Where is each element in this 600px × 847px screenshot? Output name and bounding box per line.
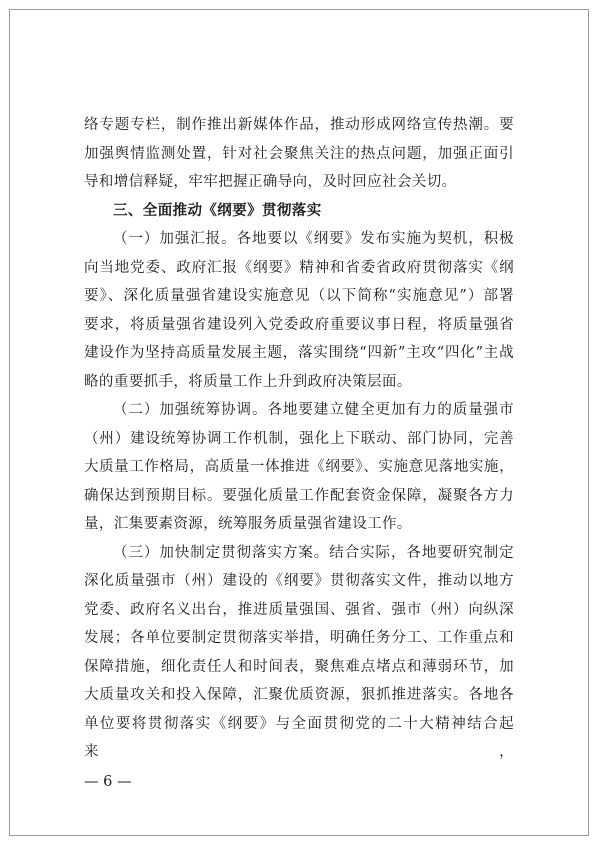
item-1-line-3: 要》、深化质量强省建设实施意见（以下简称“实施意见”）部署 — [84, 288, 514, 304]
item-3-line-5: 保障措施，细化责任人和时间表，聚焦难点堵点和薄弱环节，加 — [84, 658, 514, 675]
item-2-line-1: 各地要建立健全更加有力的质量强市 — [267, 402, 514, 418]
document-body — [84, 111, 514, 767]
item-3-line-4: 发展；各单位要制定贯彻落实举措，明确任务分工、工作重点和 — [84, 630, 514, 646]
item-3-first-line — [84, 539, 514, 568]
item-3-line-2: 深化质量强市（州）建设的《纲要》贯彻落实文件，推动以地方 — [84, 573, 514, 589]
item-1-line-6: 略的重要抓手，将质量工作上升到政府决策层面。 — [84, 373, 412, 390]
paragraph-continued-line-1: 络专题专栏，制作推出新媒体作品，推动形成网络宣传热潮。要 — [84, 117, 514, 133]
item-1-line-4: 要求，将质量强省建设列入党委政府重要议事日程，将质量强省 — [84, 316, 514, 333]
item-3-line-1: 结合实际，各地要研究制定 — [329, 544, 514, 561]
item-3-line-3: 党委、政府名义出台，推进质量强国、强省、强市（州）向纵深 — [84, 601, 514, 618]
item-2-line-5: 量，汇集要素资源，统筹服务质量强省建设工作。 — [84, 516, 412, 532]
item-1-line-5: 建设作为坚持高质量发展主题，落实围绕“四新”主攻“四化”主战 — [84, 345, 514, 361]
item-1-line-2: 向当地党委、政府汇报《纲要》精神和省委省政府贯彻落实《纲 — [84, 259, 514, 276]
item-3-line-7: 单位要将贯彻落实《纲要》与全面贯彻党的二十大精神结合起来， — [84, 715, 514, 760]
item-2-lead: （二）加强统筹协调。 — [113, 402, 268, 418]
item-2-line-3: 大质量工作格局，高质量一体推进《纲要》、实施意见落地实施， — [84, 459, 514, 475]
item-2-line-2: （州）建设统筹协调工作机制，强化上下联动、部门协同，完善 — [84, 430, 514, 447]
item-2-first-line — [84, 396, 514, 425]
item-2-line-4: 确保达到预期目标。要强化质量工作配套资金保障，凝聚各方力 — [84, 487, 514, 504]
page-number: — 6 — — [84, 774, 132, 790]
item-3-lead: （三）加快制定贯彻落实方案。 — [113, 544, 330, 561]
item-3-line-6: 大质量攻关和投入保障，汇聚优质资源，狠抓推进落实。各地各 — [84, 687, 514, 703]
paragraph-continued-line-2: 加强舆情监测处置，针对社会聚焦关注的热点问题，加强正面引 — [84, 145, 514, 162]
paragraph-continued-line-3: 导和增信释疑，牢牢把握正确导向，及时回应社会关切。 — [84, 174, 457, 190]
item-1-line-1: 各地要以《纲要》发布实施为契机，积极 — [236, 231, 515, 247]
item-1-lead: （一）加强汇报。 — [113, 231, 237, 247]
section-heading: 三、全面推动《纲要》贯彻落实 — [113, 202, 322, 219]
item-1-first-line — [84, 225, 514, 254]
